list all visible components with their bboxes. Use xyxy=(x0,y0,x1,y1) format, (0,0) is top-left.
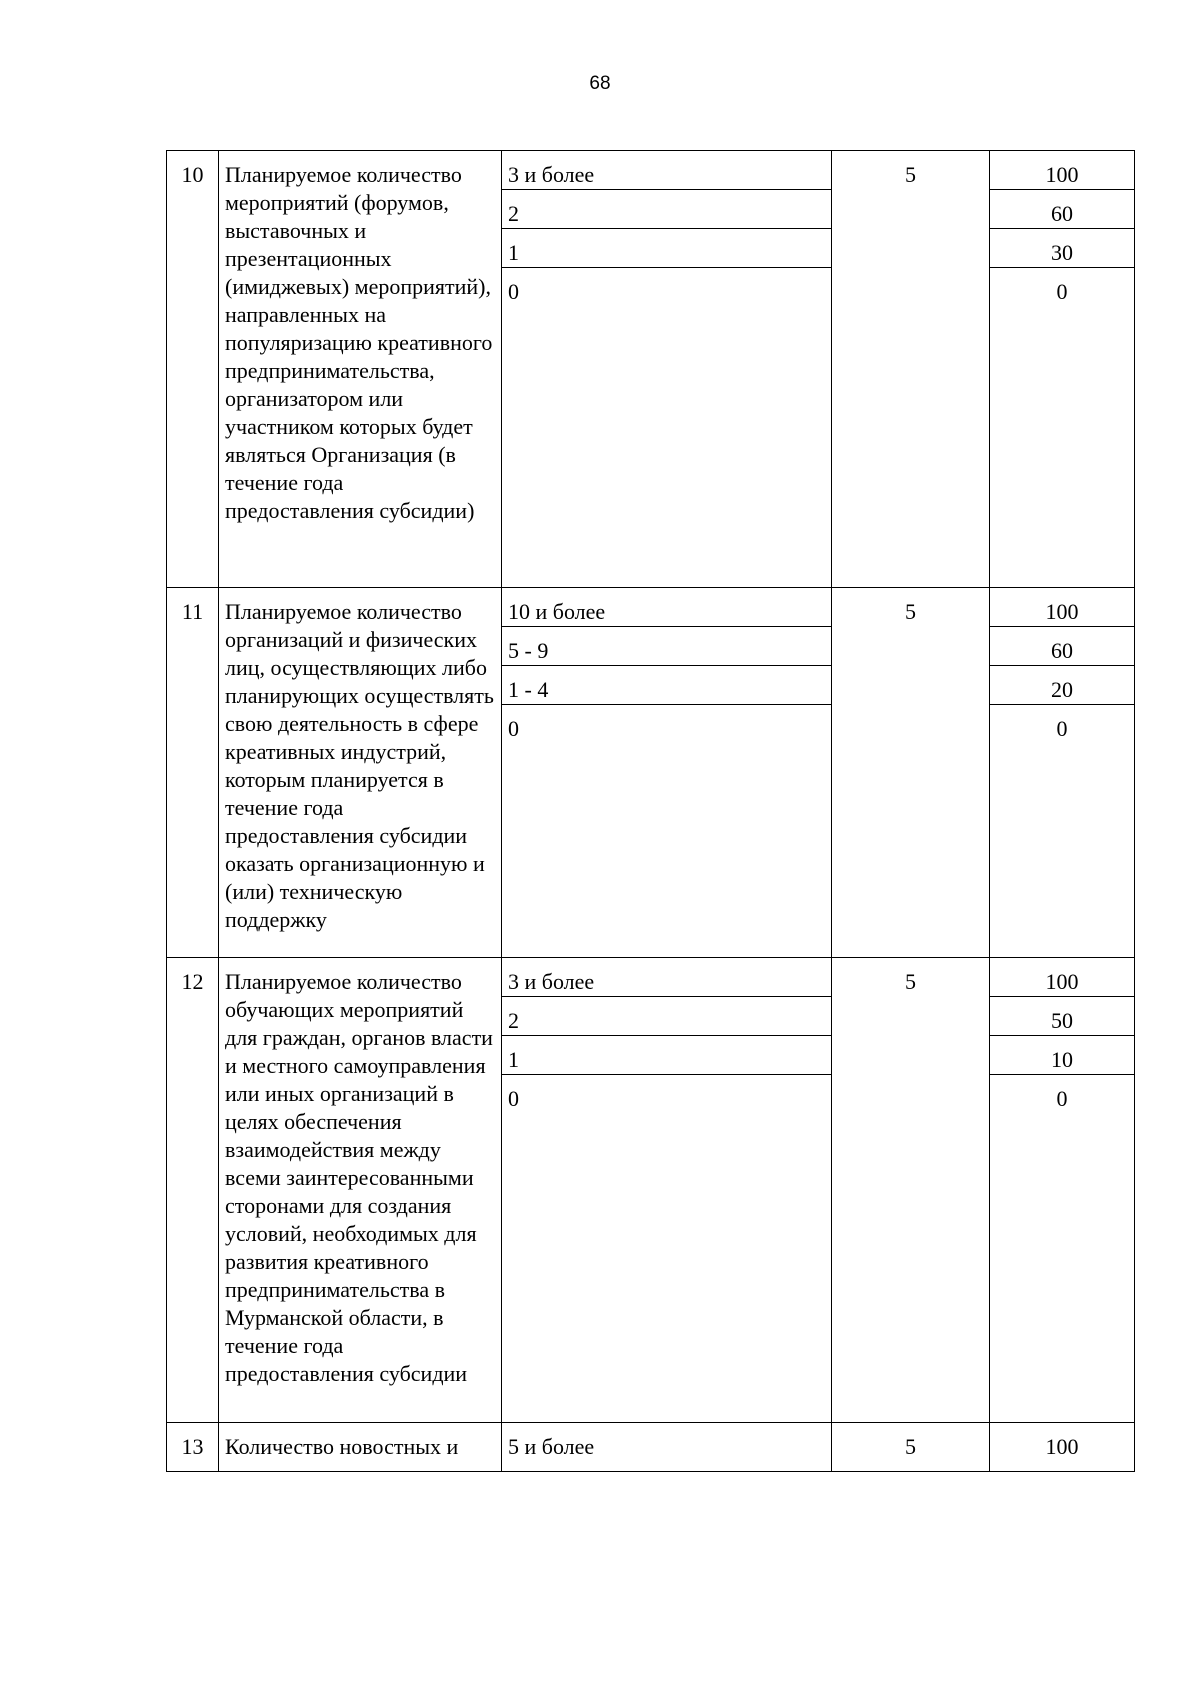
criterion-weight: 5 xyxy=(832,958,990,1423)
criterion-name: Планируемое количество обучающих мероприятий для граждан, органов власти и местного самоуправления или иных организаций в целях обеспечения взаимодействия между всеми заинтересованными сторонами для создания условий, необходимых для развития креативного предпринимательства в Мурманской области, в течение года предоставления субсидии xyxy=(219,958,502,1423)
option-score: 100 xyxy=(990,151,1135,190)
option-value: 10 и более xyxy=(502,588,832,627)
criterion-weight: 5 xyxy=(832,151,990,588)
option-value: 2 xyxy=(502,997,832,1036)
option-value: 1 xyxy=(502,229,832,268)
option-score: 0 xyxy=(990,705,1135,958)
option-value: 1 xyxy=(502,1036,832,1075)
option-score: 0 xyxy=(990,268,1135,588)
option-value: 0 xyxy=(502,1075,832,1423)
option-score: 60 xyxy=(990,627,1135,666)
criterion-weight: 5 xyxy=(832,1423,990,1472)
criterion-name: Планируемое количество организаций и физических лиц, осуществляющих либо планирующих осуществлять свою деятельность в сфере креативных индустрий, которым планируется в течение года предоставления субсидии оказать организационную и (или) техническую поддержку xyxy=(219,588,502,958)
table-row xyxy=(167,958,1135,997)
option-value: 0 xyxy=(502,705,832,958)
option-score: 100 xyxy=(990,588,1135,627)
option-value: 1 - 4 xyxy=(502,666,832,705)
option-value: 5 - 9 xyxy=(502,627,832,666)
table-row xyxy=(167,588,1135,627)
option-score: 60 xyxy=(990,190,1135,229)
option-score: 0 xyxy=(990,1075,1135,1423)
option-value: 3 и более xyxy=(502,958,832,997)
option-score: 20 xyxy=(990,666,1135,705)
criteria-table-container xyxy=(166,150,1134,1472)
table-row xyxy=(167,151,1135,190)
option-score: 50 xyxy=(990,997,1135,1036)
option-score: 30 xyxy=(990,229,1135,268)
criterion-weight: 5 xyxy=(832,588,990,958)
option-score: 10 xyxy=(990,1036,1135,1075)
table-row xyxy=(167,1423,1135,1472)
option-value: 3 и более xyxy=(502,151,832,190)
option-value: 2 xyxy=(502,190,832,229)
row-number: 11 xyxy=(167,588,219,958)
criteria-table xyxy=(166,150,1135,1472)
option-score: 100 xyxy=(990,958,1135,997)
option-value: 0 xyxy=(502,268,832,588)
criterion-name: Количество новостных и xyxy=(219,1423,502,1472)
option-value: 5 и более xyxy=(502,1423,832,1472)
option-score: 100 xyxy=(990,1423,1135,1472)
criterion-name: Планируемое количество мероприятий (форумов, выставочных и презентационных (имиджевых) мероприятий), направленных на популяризацию креативного предпринимательства, организатором или участником которых будет являться Организация (в течение года предоставления субсидии) xyxy=(219,151,502,588)
row-number: 10 xyxy=(167,151,219,588)
row-number: 12 xyxy=(167,958,219,1423)
row-number: 13 xyxy=(167,1423,219,1472)
page-number: 68 xyxy=(589,73,611,94)
